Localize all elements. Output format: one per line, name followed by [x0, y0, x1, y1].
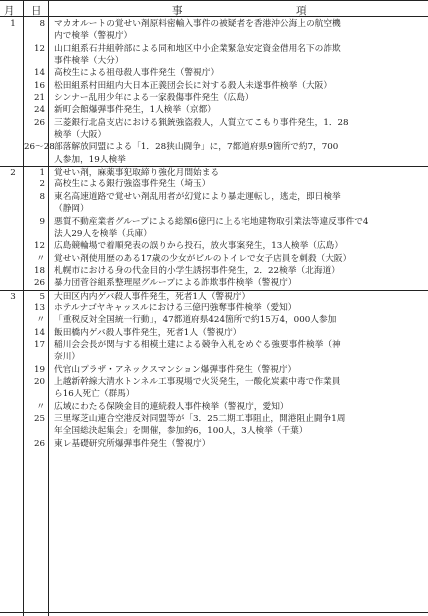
day-cell: 16: [33, 80, 45, 91]
day-cell: [24, 129, 46, 141]
month-cell: [2, 438, 24, 450]
item-cell: シンナー乱用少年による一家殺傷事件発生（広島）: [54, 93, 254, 104]
month-cell: [2, 92, 24, 104]
month-cell: [2, 425, 24, 437]
month-cell: [2, 104, 24, 116]
day-cell: 〃: [36, 315, 45, 326]
table-row: [0, 314, 428, 326]
day-cell: 13: [33, 302, 45, 313]
item-cell: 検挙（大阪）: [54, 130, 107, 141]
month-cell: 1: [10, 19, 16, 29]
item-cell: 部落解放同盟による「1．28狭山闘争」に，7都道府県9箇所で約7，700: [54, 142, 339, 153]
month-cell: [2, 364, 24, 376]
item-cell: （静岡）: [54, 204, 89, 215]
day-cell: [24, 30, 46, 42]
month-cell: [2, 67, 24, 79]
day-cell: [24, 228, 46, 240]
header-day: 日: [31, 5, 43, 17]
table-row: [0, 327, 428, 339]
table-row: [0, 438, 428, 450]
table-row: [0, 129, 428, 141]
day-cell: 26: [33, 438, 45, 449]
header-item-left: 事: [172, 5, 184, 17]
table-body: [0, 18, 428, 450]
item-cell: 奈川）: [54, 352, 81, 363]
month-cell: [2, 203, 24, 215]
table-row: [0, 67, 428, 79]
table-row: [0, 376, 428, 388]
table-row: [0, 351, 428, 363]
item-cell: 三菱銀行北畠支店における猟銃強盗殺人，人質立てこもり事件発生，1．28: [54, 117, 349, 128]
table-row: [0, 290, 428, 302]
item-cell: 代官山プラザ・アネックスマンション爆弾事件発生（警視庁）: [54, 364, 297, 375]
item-cell: 法人29人を検挙（兵庫）: [54, 228, 152, 239]
table-bottom-rule: [0, 612, 428, 613]
table-row: [0, 388, 428, 400]
table-row: [0, 92, 428, 104]
table-row: [0, 401, 428, 413]
table-row: [0, 154, 428, 166]
month-cell: [2, 154, 24, 166]
table-row: [0, 104, 428, 116]
table-row: [0, 117, 428, 129]
month-cell: [2, 339, 24, 351]
table-row: [0, 364, 428, 376]
table-row: [0, 178, 428, 190]
day-cell: [24, 425, 46, 437]
table-row: [0, 425, 428, 437]
item-cell: 飯田橋内ゲバ殺人事件発生，死者1人（警視庁）: [54, 327, 242, 338]
day-cell: 24: [33, 105, 45, 116]
table-row: [0, 253, 428, 265]
item-cell: 人参加，19人検挙: [54, 154, 126, 165]
table-row: [0, 228, 428, 240]
day-cell: 26: [33, 117, 45, 128]
month-cell: [2, 30, 24, 42]
table-row: [0, 166, 428, 178]
item-cell: 高校生による銀行強盗事件発生（埼玉）: [54, 179, 211, 190]
table-row: [0, 80, 428, 92]
day-cell: 12: [33, 43, 45, 54]
month-cell: 3: [10, 291, 16, 302]
table-row: [0, 277, 428, 289]
item-cell: 山口組系石井組幹部による同和地区中小企業緊急安定資金借用名下の詐欺: [54, 43, 341, 54]
item-cell: 事件検挙（大分）: [54, 56, 124, 67]
header-item-right: 項: [296, 5, 308, 17]
day-cell: [24, 351, 46, 363]
table-row: [0, 339, 428, 351]
month-cell: [2, 80, 24, 92]
month-cell: [2, 141, 24, 153]
item-cell: 悪質不動産業者グループによる総額6億円に上る宅地建物取引業法等違反事件で4: [54, 216, 369, 227]
item-cell: ホテルナゴヤキャッスルにおける三億円強奪事件検挙（愛知）: [54, 302, 297, 313]
item-cell: 内で検挙（警視庁）: [54, 31, 133, 42]
month-cell: [2, 314, 24, 326]
month-cell: [2, 216, 24, 228]
month-cell: [2, 327, 24, 339]
day-cell: 1: [39, 168, 45, 179]
item-cell: 札幌市における身の代金目的小学生誘拐事件発生，2．22検挙（北海道）: [54, 265, 340, 276]
table-row: [0, 191, 428, 203]
item-cell: 覚せい剤使用歴のある17歳の少女がビルのトイレで女子店員を刺殺（大阪）: [54, 253, 352, 264]
day-cell: 12: [33, 241, 45, 252]
month-cell: [2, 178, 24, 190]
item-cell: 覚せい剤，麻薬事犯取締り強化月間始まる: [54, 168, 220, 179]
item-cell: ら16人死亡（群馬）: [54, 389, 135, 400]
month-cell: [2, 228, 24, 240]
table-row: [0, 265, 428, 277]
table-row: [0, 413, 428, 425]
item-cell: 広島競輪場で着順発表の誤りから投石，放火事案発生，13人検挙（広島）: [54, 241, 344, 252]
month-cell: [2, 302, 24, 314]
day-cell: 18: [33, 265, 45, 276]
day-cell: 21: [33, 93, 45, 104]
item-cell: 暴力団菅谷組系整理屋グループによる詐欺事件検挙（警視庁）: [54, 278, 297, 289]
table-row: [0, 302, 428, 314]
item-cell: 年全国総決起集会」を開催，参加約6，100人，3人検挙（千葉）: [54, 426, 308, 437]
day-cell: 14: [33, 68, 45, 79]
item-cell: 稲川会会長が関与する相模土建による競争入札をめぐる強要事件検挙（神: [54, 339, 341, 350]
day-cell: [24, 154, 46, 166]
day-cell: [24, 388, 46, 400]
day-cell: 〃: [36, 253, 45, 264]
month-cell: [2, 129, 24, 141]
month-cell: [2, 191, 24, 203]
day-cell: [24, 203, 46, 215]
day-cell: 14: [33, 327, 45, 338]
item-cell: 大田区内内ゲバ殺人事件発生，死者1人（警視庁）: [54, 291, 251, 302]
day-cell: 8: [39, 19, 45, 29]
item-cell: 広域にわたる保険金目的連続殺人事件検挙（警視庁，愛知）: [54, 401, 289, 412]
day-cell: 2: [39, 179, 45, 190]
month-cell: [2, 376, 24, 388]
month-cell: [2, 240, 24, 252]
item-cell: 三里塚芝山連合空港反対同盟等が「3．25二期工事阻止，開港阻止闘争1周: [54, 414, 346, 424]
day-cell: 25: [33, 414, 45, 424]
day-cell: 〃: [36, 401, 45, 412]
month-cell: 2: [10, 168, 16, 179]
month-cell: [2, 351, 24, 363]
month-cell: [2, 117, 24, 129]
day-cell: 20: [33, 376, 45, 387]
table-row: [0, 43, 428, 55]
month-cell: [2, 388, 24, 400]
month-cell: [2, 277, 24, 289]
day-cell: 8: [39, 191, 45, 202]
month-cell: [2, 265, 24, 277]
day-cell: 5: [39, 291, 45, 302]
month-cell: [2, 253, 24, 265]
table-row: [0, 55, 428, 67]
table-row: [0, 30, 428, 42]
month-cell: [2, 55, 24, 67]
day-cell: 17: [33, 339, 45, 350]
table-row: [0, 141, 428, 153]
item-cell: 松田組系村田組内大日本正義団会长に対する殺人未遂事件検挙（大阪）: [54, 80, 332, 91]
item-cell: 高校生による祖母殺人事件発生（警視庁）: [54, 68, 220, 79]
table-row: [0, 240, 428, 252]
day-cell: [24, 55, 46, 67]
day-cell: 9: [39, 216, 45, 227]
day-cell: 26: [33, 278, 45, 289]
item-cell: 新町会館爆弾事件発生，1人検挙（京都）: [54, 105, 216, 116]
item-cell: 上越新幹線大清水トンネル工事現場で火災発生，一酸化炭素中毒で作業員: [54, 376, 341, 387]
table-row: [0, 18, 428, 30]
month-cell: [2, 43, 24, 55]
table-header: [0, 0, 428, 17]
item-cell: マカオルートの覚せい剤原料密輸入事件の被疑者を香港沖公海上の航空機: [54, 19, 341, 29]
item-cell: 東レ基礎研究所爆弾事件発生（警視庁）: [54, 438, 211, 449]
month-cell: [2, 401, 24, 413]
table-row: [0, 203, 428, 215]
item-cell: 「重税反対全国統一行動」，47都道府県424箇所で約15万4，000人参加: [54, 315, 337, 326]
item-cell: 東名高速道路で覚せい剤乱用者が幻覚により暴走運転し，逃走，即日検挙: [54, 191, 341, 202]
month-cell: [2, 413, 24, 425]
table-row: [0, 216, 428, 228]
header-month: 月: [4, 5, 16, 17]
day-cell: 19: [33, 364, 45, 375]
day-cell: 26〜28: [24, 142, 55, 153]
